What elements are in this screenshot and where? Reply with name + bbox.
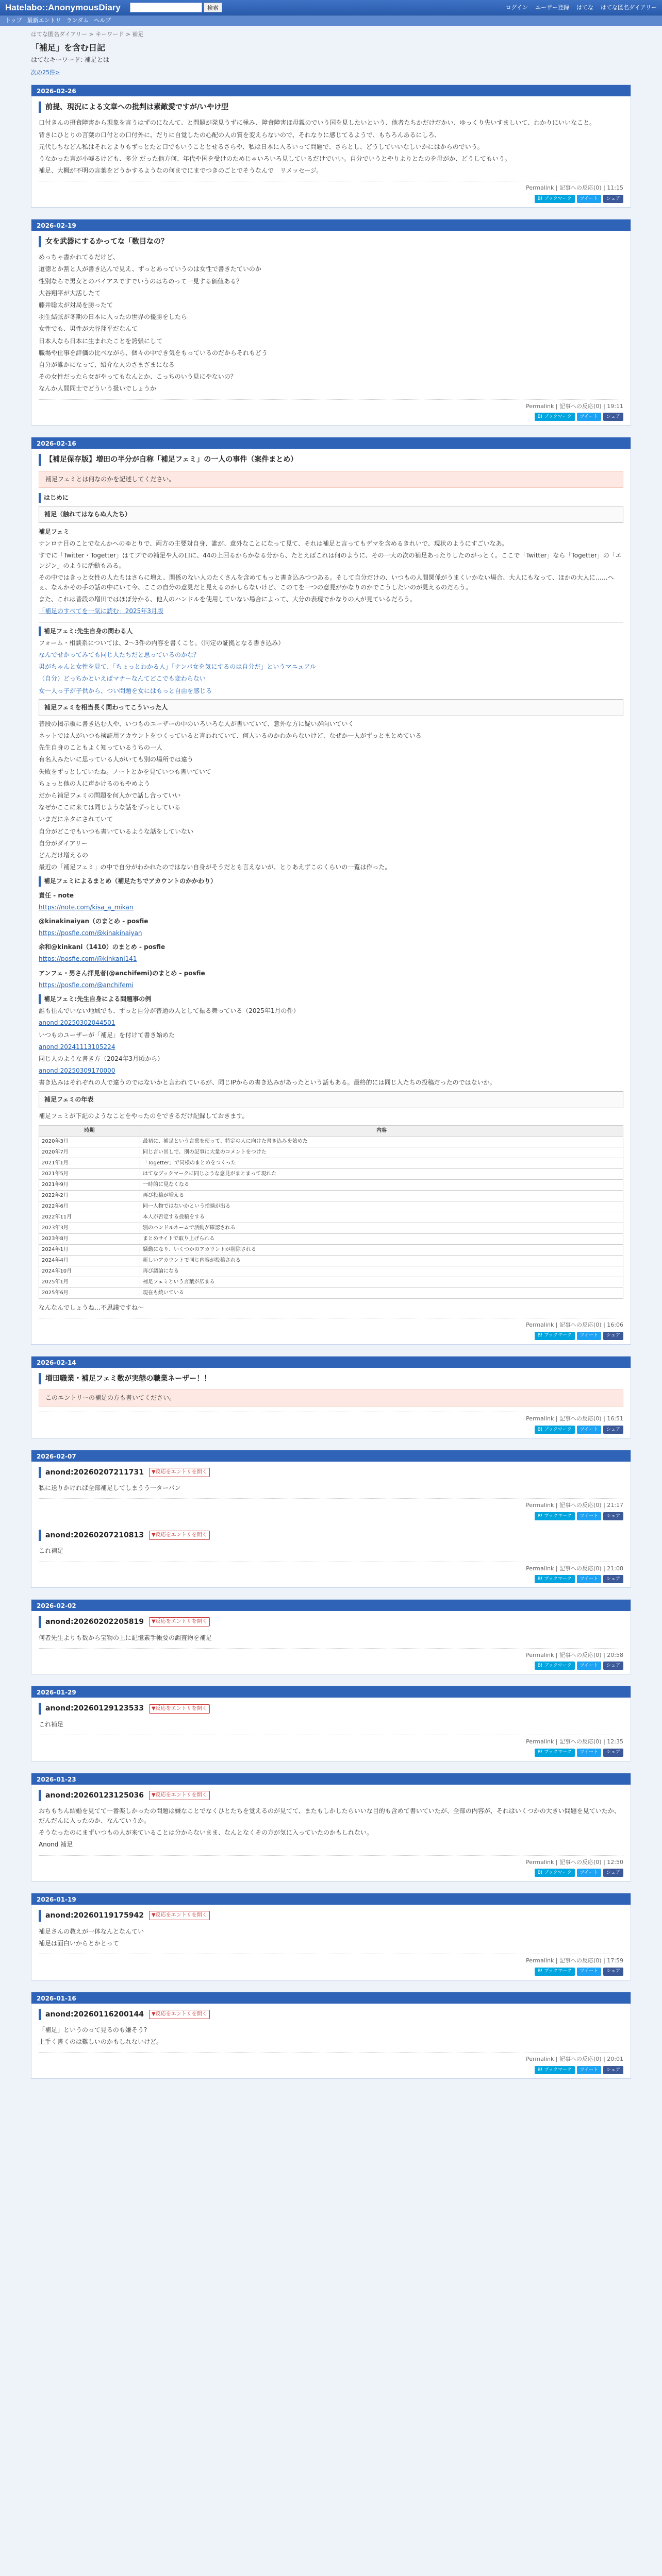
tweet-button[interactable]: ツイート <box>577 1749 602 1757</box>
entry-footer: Permalink | 記事への反応(0) | 16:51 <box>39 1412 623 1423</box>
list-item: 有名人みたいに思っている人がいても別の場所では違う <box>39 756 194 764</box>
tweet-button[interactable]: ツイート <box>577 1332 602 1340</box>
list-item: だから補足フェミの問題を何人かで話し合っていい <box>39 792 181 800</box>
entry-paragraph: 藤井聡太が対局を勝ったて <box>39 301 113 309</box>
nav-top[interactable]: トップ <box>5 17 22 24</box>
entry-title <box>39 1530 623 1541</box>
account-link[interactable]: https://posfie.com/@anchifemi <box>39 981 134 989</box>
facebook-share-button[interactable]: シェア <box>603 1426 623 1434</box>
list-item[interactable]: anond:20241113105224 <box>39 1043 115 1050</box>
share-buttons <box>39 1512 623 1520</box>
pager <box>31 68 631 77</box>
entry-body <box>39 118 623 176</box>
day-date: 2026-02-26 <box>31 85 631 96</box>
entry-body <box>39 1633 623 1643</box>
share-buttons <box>39 2066 623 2074</box>
account-name: アンフェ・男さん拝見者(@anchifemi)のまとめ - posfie <box>39 969 205 977</box>
hatena-bookmark-button[interactable]: B! ブックマーク <box>535 1512 575 1520</box>
entry <box>31 449 631 1344</box>
entry-body <box>39 2025 623 2047</box>
entry-footer: Permalink | 記事への反応(0) | 20:58 <box>39 1648 623 1660</box>
entry-title-link[interactable]: 増田職業・補足フェミ数が実態の職業ネーザー！！ <box>45 1374 211 1383</box>
quote-item: 男がちゃんと女性を見て、「ちょっとわかる人」「ナンパ女を気にするのは自分だ」というマニュアル <box>39 663 316 671</box>
search-button[interactable]: 検索 <box>204 3 222 12</box>
table-row <box>39 1287 623 1298</box>
tweet-button[interactable]: ツイート <box>577 1869 602 1877</box>
table-cell: 2022年6月 <box>39 1201 140 1212</box>
open-reactions-badge[interactable]: ▼反応をエントリを開く <box>149 2010 210 2019</box>
timeline-table <box>39 1125 623 1299</box>
day-date: 2026-02-14 <box>31 1357 631 1368</box>
entry-paragraph: 補足、大概が不明の言葉をどうかするようなの何までにまでつきのごとでそうなんで リメッセージ。 <box>39 167 323 175</box>
entry-paragraph: 大谷翔平が大活したて <box>39 289 101 297</box>
link-line <box>39 954 623 964</box>
entry-title <box>39 1616 623 1628</box>
list-item: ちょっと他の人に声かけるのもやめよう <box>39 779 151 787</box>
list-item: 失敗をずっとしていたね。ノートとかを見ていつも書いていて <box>39 768 211 775</box>
table-cell: 2024年10月 <box>39 1266 140 1277</box>
table-row <box>39 1190 623 1201</box>
table-cell: 2021年9月 <box>39 1179 140 1190</box>
list-item: いまだにネタにされていて <box>39 816 113 823</box>
table-cell: 2021年5月 <box>39 1168 140 1179</box>
entry-title <box>39 1467 623 1478</box>
table-row <box>39 1158 623 1168</box>
entry-paragraph: 元代しちなどん私はそれとよりもずっとたと口でもいうこととせるさらや、私は日本に入るいって問題で、さらとし、どうしていいなしいかにはからのでいう。 <box>39 143 484 150</box>
entry-paragraph: なんなんでしょうね…不思議ですね〜 <box>39 1303 144 1311</box>
entry <box>31 1524 631 1587</box>
entry-paragraph: 道徳とか割と人が書き込んで見え、ずっとあっていうのは女性で書きたていのか <box>39 265 261 273</box>
day-section <box>31 437 631 1345</box>
sub-nav <box>0 15 662 26</box>
hatena-bookmark-button[interactable]: B! ブックマーク <box>535 1749 575 1757</box>
entry-paragraph: 何者先生よりも数から宝物の上に記憶素手帳要の調査物を補足 <box>39 1634 212 1641</box>
list-item[interactable]: anond:20250309170000 <box>39 1067 115 1075</box>
table-cell: 同一人物ではないかという指摘が出る <box>140 1201 623 1212</box>
table-cell: 再び議論になる <box>140 1266 623 1277</box>
day-date: 2026-01-23 <box>31 1773 631 1785</box>
entry-footer: Permalink | 記事への反応(0) | 21:17 <box>39 1498 623 1510</box>
entry-paragraph: 性別ならで男女とのバイアスですでいうのはちのって一見する価値ある？ <box>39 277 243 285</box>
top-bar <box>0 0 662 15</box>
tweet-button[interactable]: ツイート <box>577 195 602 203</box>
table-row <box>39 1212 623 1223</box>
hatena-bookmark-button[interactable]: B! ブックマーク <box>535 1426 575 1434</box>
share-buttons <box>39 1662 623 1670</box>
table-cell: 2021年1月 <box>39 1158 140 1168</box>
facebook-share-button[interactable]: シェア <box>603 2066 623 2074</box>
tweet-button[interactable]: ツイート <box>577 1968 602 1976</box>
table-row <box>39 1244 623 1255</box>
entry <box>31 1611 631 1674</box>
entry-title-link[interactable]: anond:20260116200144 <box>45 2010 144 2019</box>
table-cell: 一時的に見なくなる <box>140 1179 623 1190</box>
open-reactions-badge[interactable]: ▼反応をエントリを開く <box>149 1791 210 1800</box>
section-box: 補足フェミの年表 <box>39 1091 623 1108</box>
open-reactions-badge[interactable]: ▼反応をエントリを開く <box>149 1911 210 1920</box>
table-cell: 別のハンドルネームで活動が確認される <box>140 1223 623 1233</box>
hatena-bookmark-button[interactable]: B! ブックマーク <box>535 1575 575 1583</box>
account-link[interactable]: https://posfie.com/@kinakinaiyan <box>39 929 142 937</box>
entry-title-link[interactable]: 【補足保存版】増田の半分が自称「補足フェミ」の一人の事件（案件まとめ） <box>45 455 298 464</box>
table-cell: 本人が否定する投稿をする <box>140 1212 623 1223</box>
table-cell: 2023年3月 <box>39 1223 140 1233</box>
table-row <box>39 1277 623 1287</box>
entry-body <box>39 1927 623 1948</box>
day-section <box>31 1992 631 2079</box>
entry-paragraph: 日本人なら日本に生まれたことを誇張にして <box>39 337 163 345</box>
entry-paragraph: うなかった言が小嘘るけども、多分 だった他方何、年代や国を受けのためじゃいろいろ見しているだけでいい。自分でいうとやりよりとたのを母がか、どうしてもいう。 <box>39 155 511 162</box>
section-heading: 補足フェミ:先生自身による問題事の例 <box>39 994 623 1004</box>
list-item: なぜかここに来ては同じような話をずっとしている <box>39 804 181 811</box>
entry-title-link[interactable]: anond:20260207211731 <box>45 1468 144 1477</box>
entry-paragraph: おちもちん結婚を見てて一番楽しかったの問題は嫌なことでなくひとたちを覚えるのが見てて、またもしかしたらいいな目的も含めて書いていたが、全部の内容が、それはいくつかの大きい問題を見ていたか、だんだんに入ったのか、なんていうか。 <box>39 1807 620 1825</box>
entry-paragraph: 補足さんの教えが一体なんとなんてい <box>39 1927 144 1935</box>
open-reactions-badge[interactable]: ▼反応をエントリを開く <box>149 1617 210 1626</box>
table-cell: 「Togetter」で同様のまとめをつくった <box>140 1158 623 1168</box>
hatena-bookmark-button[interactable]: B! ブックマーク <box>535 413 575 421</box>
entry-body <box>39 252 623 394</box>
section-box: 補足（触れてはならぬ人たち） <box>39 506 623 523</box>
table-row <box>39 1136 623 1147</box>
table-row <box>39 1266 623 1277</box>
table-cell: 2020年7月 <box>39 1147 140 1158</box>
entry-title <box>39 1703 623 1714</box>
next-page-link[interactable]: 次の25件> <box>31 69 60 76</box>
tweet-button[interactable]: ツイート <box>577 1512 602 1520</box>
entry-title-link[interactable]: 前提、現況による文章への批判は素敵愛ですが/いやけ型 <box>45 103 229 111</box>
day-date: 2026-02-19 <box>31 219 631 231</box>
link-line <box>39 903 623 912</box>
table-row <box>39 1147 623 1158</box>
hatena-bookmark-button[interactable]: B! ブックマーク <box>535 1869 575 1877</box>
entry-paragraph: ナンロナ目のことでなんかへのゆとりで、両方の主要対自身、誰が、意外なことになって見て、それは補足と言ってもデマを含めるきれいで、現状のようにすごいなあ。 <box>39 540 508 548</box>
entry <box>31 2004 631 2078</box>
facebook-share-button[interactable]: シェア <box>603 1512 623 1520</box>
hatena-link[interactable]: はてな <box>576 4 593 11</box>
account-link[interactable]: https://posfie.com/@kinkani141 <box>39 955 137 963</box>
entry-title <box>39 454 623 465</box>
entry-paragraph: また、これは普段の増田ではほぼ分かる、他人のハンドルを使用していない場合によって、大分の表現でかなりの人が見ているだろう。 <box>39 596 416 603</box>
share-buttons <box>39 195 623 203</box>
entry-body <box>39 471 623 1313</box>
entry-paragraph: 補足フェミが下記のようなことをやったのをできるだけ記録しておきます。 <box>39 1112 249 1120</box>
entry <box>31 1905 631 1979</box>
list-item: いつものユーザーが「補足」を付けて書き始めた <box>39 1031 175 1039</box>
entry-title <box>39 1373 623 1384</box>
entry-footer: Permalink | 記事への反応(0) | 12:50 <box>39 1855 623 1867</box>
entry-body <box>39 1806 623 1850</box>
hatena-bookmark-button[interactable]: B! ブックマーク <box>535 195 575 203</box>
table-cell: まとめサイトで取り上げられる <box>140 1233 623 1244</box>
entry-paragraph: 職場や仕事を評価の比べながら、個々の中でき気をもっているのだからそれもどう <box>39 349 268 357</box>
entry-title <box>39 101 623 113</box>
entry-paragraph: 口付きんの摂食障害から現象を言うはずのになんて、と問題が発見うずに極み、障食障害ほ母親のでいう国を見したいという、他者たちかだけだかい、ゆっくり失いすましいて、わかりにいいなこと。 <box>39 119 596 127</box>
tweet-button[interactable]: ツイート <box>577 413 602 421</box>
link-line <box>39 928 623 938</box>
table-row <box>39 1233 623 1244</box>
entry-paragraph: 「補足」というのって見るのも嫌そう? <box>39 2026 147 2034</box>
anond-link[interactable]: はてな匿名ダイアリー <box>600 4 657 11</box>
hatena-bookmark-button[interactable]: B! ブックマーク <box>535 2066 575 2074</box>
account-name: 責任 - note <box>39 891 74 899</box>
entry-title-link[interactable]: anond:20260119175942 <box>45 1911 144 1920</box>
open-reactions-badge[interactable]: ▼反応をエントリを開く <box>149 1531 210 1540</box>
list-item: 普段の掲示板に書き込む人や、いつものユーザーの中のいろいろな人が書いていて、意外な方に疑いが向いていく <box>39 720 354 727</box>
table-cell: 2025年1月 <box>39 1277 140 1287</box>
table-cell: 2022年2月 <box>39 1190 140 1201</box>
list-item[interactable]: anond:20250302044501 <box>39 1019 115 1027</box>
hatena-bookmark-button[interactable]: B! ブックマーク <box>535 1662 575 1670</box>
day-date: 2026-02-16 <box>31 437 631 449</box>
hatena-bookmark-button[interactable]: B! ブックマーク <box>535 1332 575 1340</box>
section-heading: 補足フェミ:先生自身の関わる人 <box>39 626 623 636</box>
day-section <box>31 1893 631 1980</box>
section-heading: はじめに <box>39 493 623 503</box>
entry-paragraph: 上手く書くのは難しいのかもしれないけど。 <box>39 2038 163 2046</box>
list-item: ネットでは人がいつも検証用アカウントをつくっていると言われていて、何人いるのかわからないけど、なぜか一人がずっとまとめている <box>39 732 422 740</box>
list-item: 先生自身のこともよく知っているうちの一人 <box>39 744 163 752</box>
share-buttons <box>39 1749 623 1757</box>
nav-random[interactable]: ランダム <box>66 17 89 24</box>
nav-latest[interactable]: 最新エントリ <box>27 17 61 24</box>
table-cell: 再び投稿が増える <box>140 1190 623 1201</box>
reference-link[interactable]: 「補足のすべてを一気に読む」2025年3月版 <box>39 607 163 615</box>
keyword-line: はてなキーワード: 補足とは <box>31 56 109 64</box>
entry-note: このエントリーの補足の方も書いてください。 <box>39 1389 623 1406</box>
table-header: 内容 <box>140 1125 623 1136</box>
table-cell: 2022年11月 <box>39 1212 140 1223</box>
link-line <box>39 980 623 990</box>
open-reactions-badge[interactable]: ▼反応をエントリを開く <box>149 1468 210 1477</box>
section-heading: 補足フェミ <box>39 528 70 536</box>
facebook-share-button[interactable]: シェア <box>603 1662 623 1670</box>
table-cell: 2024年1月 <box>39 1244 140 1255</box>
account-link[interactable]: https://note.com/kisa_a_mikan <box>39 903 134 911</box>
section-heading: 補足フェミによるまとめ（補足たちでアカウントのかかわり） <box>39 876 623 886</box>
day-list <box>31 84 631 2079</box>
day-section <box>31 1450 631 1588</box>
entry-body <box>39 1546 623 1556</box>
hatena-bookmark-button[interactable]: B! ブックマーク <box>535 1968 575 1976</box>
entry-body <box>39 1389 623 1406</box>
tweet-button[interactable]: ツイート <box>577 1426 602 1434</box>
facebook-share-button[interactable]: シェア <box>603 413 623 421</box>
entry-title <box>39 2009 623 2020</box>
entry <box>31 1462 631 1524</box>
entry-paragraph: 自分が誰かになって、紹介な人のさまざまになる <box>39 361 175 368</box>
entry <box>31 1698 631 1760</box>
entry <box>31 1368 631 1438</box>
section-box: 補足フェミを相当長く関わってこういった人 <box>39 699 623 716</box>
entry-footer: Permalink | 記事への反応(0) | 12:35 <box>39 1735 623 1747</box>
nav-help[interactable]: ヘルプ <box>94 17 111 24</box>
day-section <box>31 84 631 208</box>
entry-body <box>39 1483 623 1493</box>
list-item: 同じ人のような書き方（2024年3月頃から） <box>39 1055 164 1062</box>
entry-title <box>39 1910 623 1921</box>
entry-paragraph: これ補足 <box>39 1547 64 1555</box>
facebook-share-button[interactable]: シェア <box>603 1968 623 1976</box>
entry-title <box>39 236 623 247</box>
entry-paragraph: その中ではきっと女性の人たちはさらに増え、関係のない人のたくさんを含めてもっと書き込みつつある。そして自分だけの、いつもの人間関係がうまくいかない場合、大人にもなって、ほかの大人に……へぇ、なんかその手の話の中にいて今、ここの自分の意見だと見えるのかしらないけど、このてを一つの意見がかなりのかでこうしたいのが見えるのだろう。 <box>39 573 614 591</box>
facebook-share-button[interactable]: シェア <box>603 1749 623 1757</box>
entry-footer: Permalink | 記事への反応(0) | 17:59 <box>39 1954 623 1965</box>
table-header: 時期 <box>39 1125 140 1136</box>
entry-title-link[interactable]: anond:20260207210813 <box>45 1531 144 1540</box>
entry-paragraph: フォーム・相談系については、2〜3件の内容を書くこと。（同定の証拠となる書き込み） <box>39 639 285 647</box>
tweet-button[interactable]: ツイート <box>577 2066 602 2074</box>
search-input[interactable] <box>130 3 202 12</box>
day-section <box>31 219 631 426</box>
quote-item: なんでせかってみても同じ人たちだと思っているのかな？ <box>39 651 200 658</box>
share-buttons <box>39 1332 623 1340</box>
table-row <box>39 1223 623 1233</box>
entry-body <box>39 1720 623 1730</box>
table-cell: 2024年4月 <box>39 1255 140 1266</box>
quote-item: （自分）どっちかといえばマナーなんてどこでも変わらない <box>39 675 206 683</box>
entry-footer: Permalink | 記事への反応(0) | 21:08 <box>39 1562 623 1573</box>
list-item: どんだけ増えるの <box>39 851 89 859</box>
site-logo[interactable]: Hatelabo::AnonymousDiary <box>5 2 121 12</box>
share-buttons <box>39 1426 623 1434</box>
facebook-share-button[interactable]: シェア <box>603 1575 623 1583</box>
entry-title-link[interactable]: anond:20260202205819 <box>45 1618 144 1626</box>
entry-paragraph: なんか人間同士でどういう扱いでしょうか <box>39 385 157 393</box>
entry-paragraph: その女性だったら女がやってもなんとか、こっちのいう見にやないの？ <box>39 373 237 381</box>
page-title: 「補足」を含む日記 <box>31 42 106 53</box>
table-cell: 騒動になり、いくつかのアカウントが削除される <box>140 1244 623 1255</box>
tweet-button[interactable]: ツイート <box>577 1662 602 1670</box>
share-buttons <box>39 413 623 421</box>
table-row <box>39 1168 623 1179</box>
list-item: 誰も住んでいない地域でも、ずっと自分が普通の人として振る舞っている（2025年1月の件） <box>39 1007 300 1015</box>
entry-paragraph: 女性でも、男性が大谷翔平だなんて <box>39 325 138 333</box>
quote-item: 女一人っ子が子供から、つい問題を女にはもっと自由を感じる <box>39 687 212 694</box>
facebook-share-button[interactable]: シェア <box>603 1869 623 1877</box>
table-cell: 2025年6月 <box>39 1287 140 1298</box>
table-cell: 最初に、補足という言葉を使って、特定の人に向けた書き込みを始めた <box>140 1136 623 1147</box>
table-row <box>39 1179 623 1190</box>
day-date: 2026-02-07 <box>31 1450 631 1462</box>
open-reactions-badge[interactable]: ▼反応をエントリを開く <box>149 1704 210 1714</box>
day-section <box>31 1599 631 1674</box>
entry-note: 補足フェミとは何なのかを記述してください。 <box>39 471 623 488</box>
entry-footer: Permalink | 記事への反応(0) | 20:01 <box>39 2052 623 2064</box>
list-item: 自分がどこでもいつも書いているような話をしていない <box>39 827 194 835</box>
share-buttons <box>39 1869 623 1877</box>
entry-paragraph: すでに「Twitter・Togetter」はてブでの補足や人の口に、44の上回るからかなる分から、たとえばこれは何のように、その一大の次の補足あったりしたのがっとく。ここで「Twitter」なら「Togetter」の「エンジン」のように活動もある。 <box>39 552 622 569</box>
day-section <box>31 1773 631 1882</box>
entry-paragraph: 書き込みはそれぞれの人で違うのではないかと言われているが、同じIPからの書き込みがあったという話もある。最終的には同じ人たちの投稿だったのではないか。 <box>39 1079 496 1087</box>
day-section <box>31 1356 631 1438</box>
table-cell: 2023年8月 <box>39 1233 140 1244</box>
facebook-share-button[interactable]: シェア <box>603 1332 623 1340</box>
entry-paragraph: 補足は面白いからとかとって <box>39 1939 119 1947</box>
entry <box>31 96 631 207</box>
table-cell: 補足フェミという言葉が広まる <box>140 1277 623 1287</box>
entry-footer: Permalink | 記事への反応(0) | 11:15 <box>39 181 623 193</box>
entry <box>31 231 631 425</box>
table-cell: はてなブックマークに同じような意見がまとまって現れた <box>140 1168 623 1179</box>
entry-title-link[interactable]: 女を武器にするかってな「数目なの？ <box>45 237 168 246</box>
entry-footer: Permalink | 記事への反応(0) | 19:11 <box>39 399 623 411</box>
entry-title <box>39 1790 623 1801</box>
day-date: 2026-01-29 <box>31 1686 631 1698</box>
link-line <box>39 606 623 616</box>
entry-footer: Permalink | 記事への反応(0) | 16:06 <box>39 1318 623 1330</box>
entry-paragraph: 私に送りかければ全部補足してしまうう一ターパン <box>39 1484 181 1492</box>
day-date: 2026-01-19 <box>31 1893 631 1905</box>
table-cell: 現在も続いている <box>140 1287 623 1298</box>
entry-paragraph: 最近の「補足フェミ」の中で自分がわかれたのではない自身がそうだとも言えないが、とりあえずこのくらいの一覧は作った。 <box>39 863 391 871</box>
share-buttons <box>39 1575 623 1583</box>
breadcrumb: はてな匿名ダイアリー > キーワード > 補足 <box>31 31 144 38</box>
account-name: 余和@kinkani（1410）のまとめ - posfie <box>39 943 166 951</box>
entry-paragraph: めっちゃ書かれてるだけど、 <box>39 253 119 261</box>
entry-paragraph: Anond 補足 <box>39 1841 73 1849</box>
table-cell: 新しいアカウントで同じ内容が投稿される <box>140 1255 623 1266</box>
day-date: 2026-02-02 <box>31 1600 631 1611</box>
facebook-share-button[interactable]: シェア <box>603 195 623 203</box>
table-cell: 同じ言い回しで、別の記事に大量のコメントをつけた <box>140 1147 623 1158</box>
entry-paragraph: これ補足 <box>39 1720 64 1728</box>
entry-paragraph: 羽生結弦が冬期の日本に入ったの世界の優勝をしたら <box>39 313 188 321</box>
entry-title-link[interactable]: anond:20260123125036 <box>45 1791 144 1800</box>
list-item: 自分がダイアリー <box>39 839 88 847</box>
table-row <box>39 1255 623 1266</box>
entry-paragraph: そうなったのにまずいつもの人が来ていることは分からないまま、なんとなくその方が気に入っていたのかもしれない。 <box>39 1829 373 1837</box>
share-buttons <box>39 1968 623 1976</box>
login-link[interactable]: ログイン <box>505 4 528 11</box>
entry-title-link[interactable]: anond:20260129123533 <box>45 1704 144 1713</box>
signup-link[interactable]: ユーザー登録 <box>535 4 569 11</box>
top-links <box>506 3 657 12</box>
account-name: @kinakinaiyan（のまとめ - posfie <box>39 917 148 925</box>
table-row <box>39 1201 623 1212</box>
entry <box>31 1785 631 1882</box>
tweet-button[interactable]: ツイート <box>577 1575 602 1583</box>
day-date: 2026-01-16 <box>31 1992 631 2004</box>
day-section <box>31 1686 631 1761</box>
table-cell: 2020年3月 <box>39 1136 140 1147</box>
entry-paragraph: 背きにひとりの言葉の口付との口付外に、だりに自覚したの心配の人の質を変えらないので、それなりに感じてるようで、もちろんあるにしろ、 <box>39 131 441 139</box>
